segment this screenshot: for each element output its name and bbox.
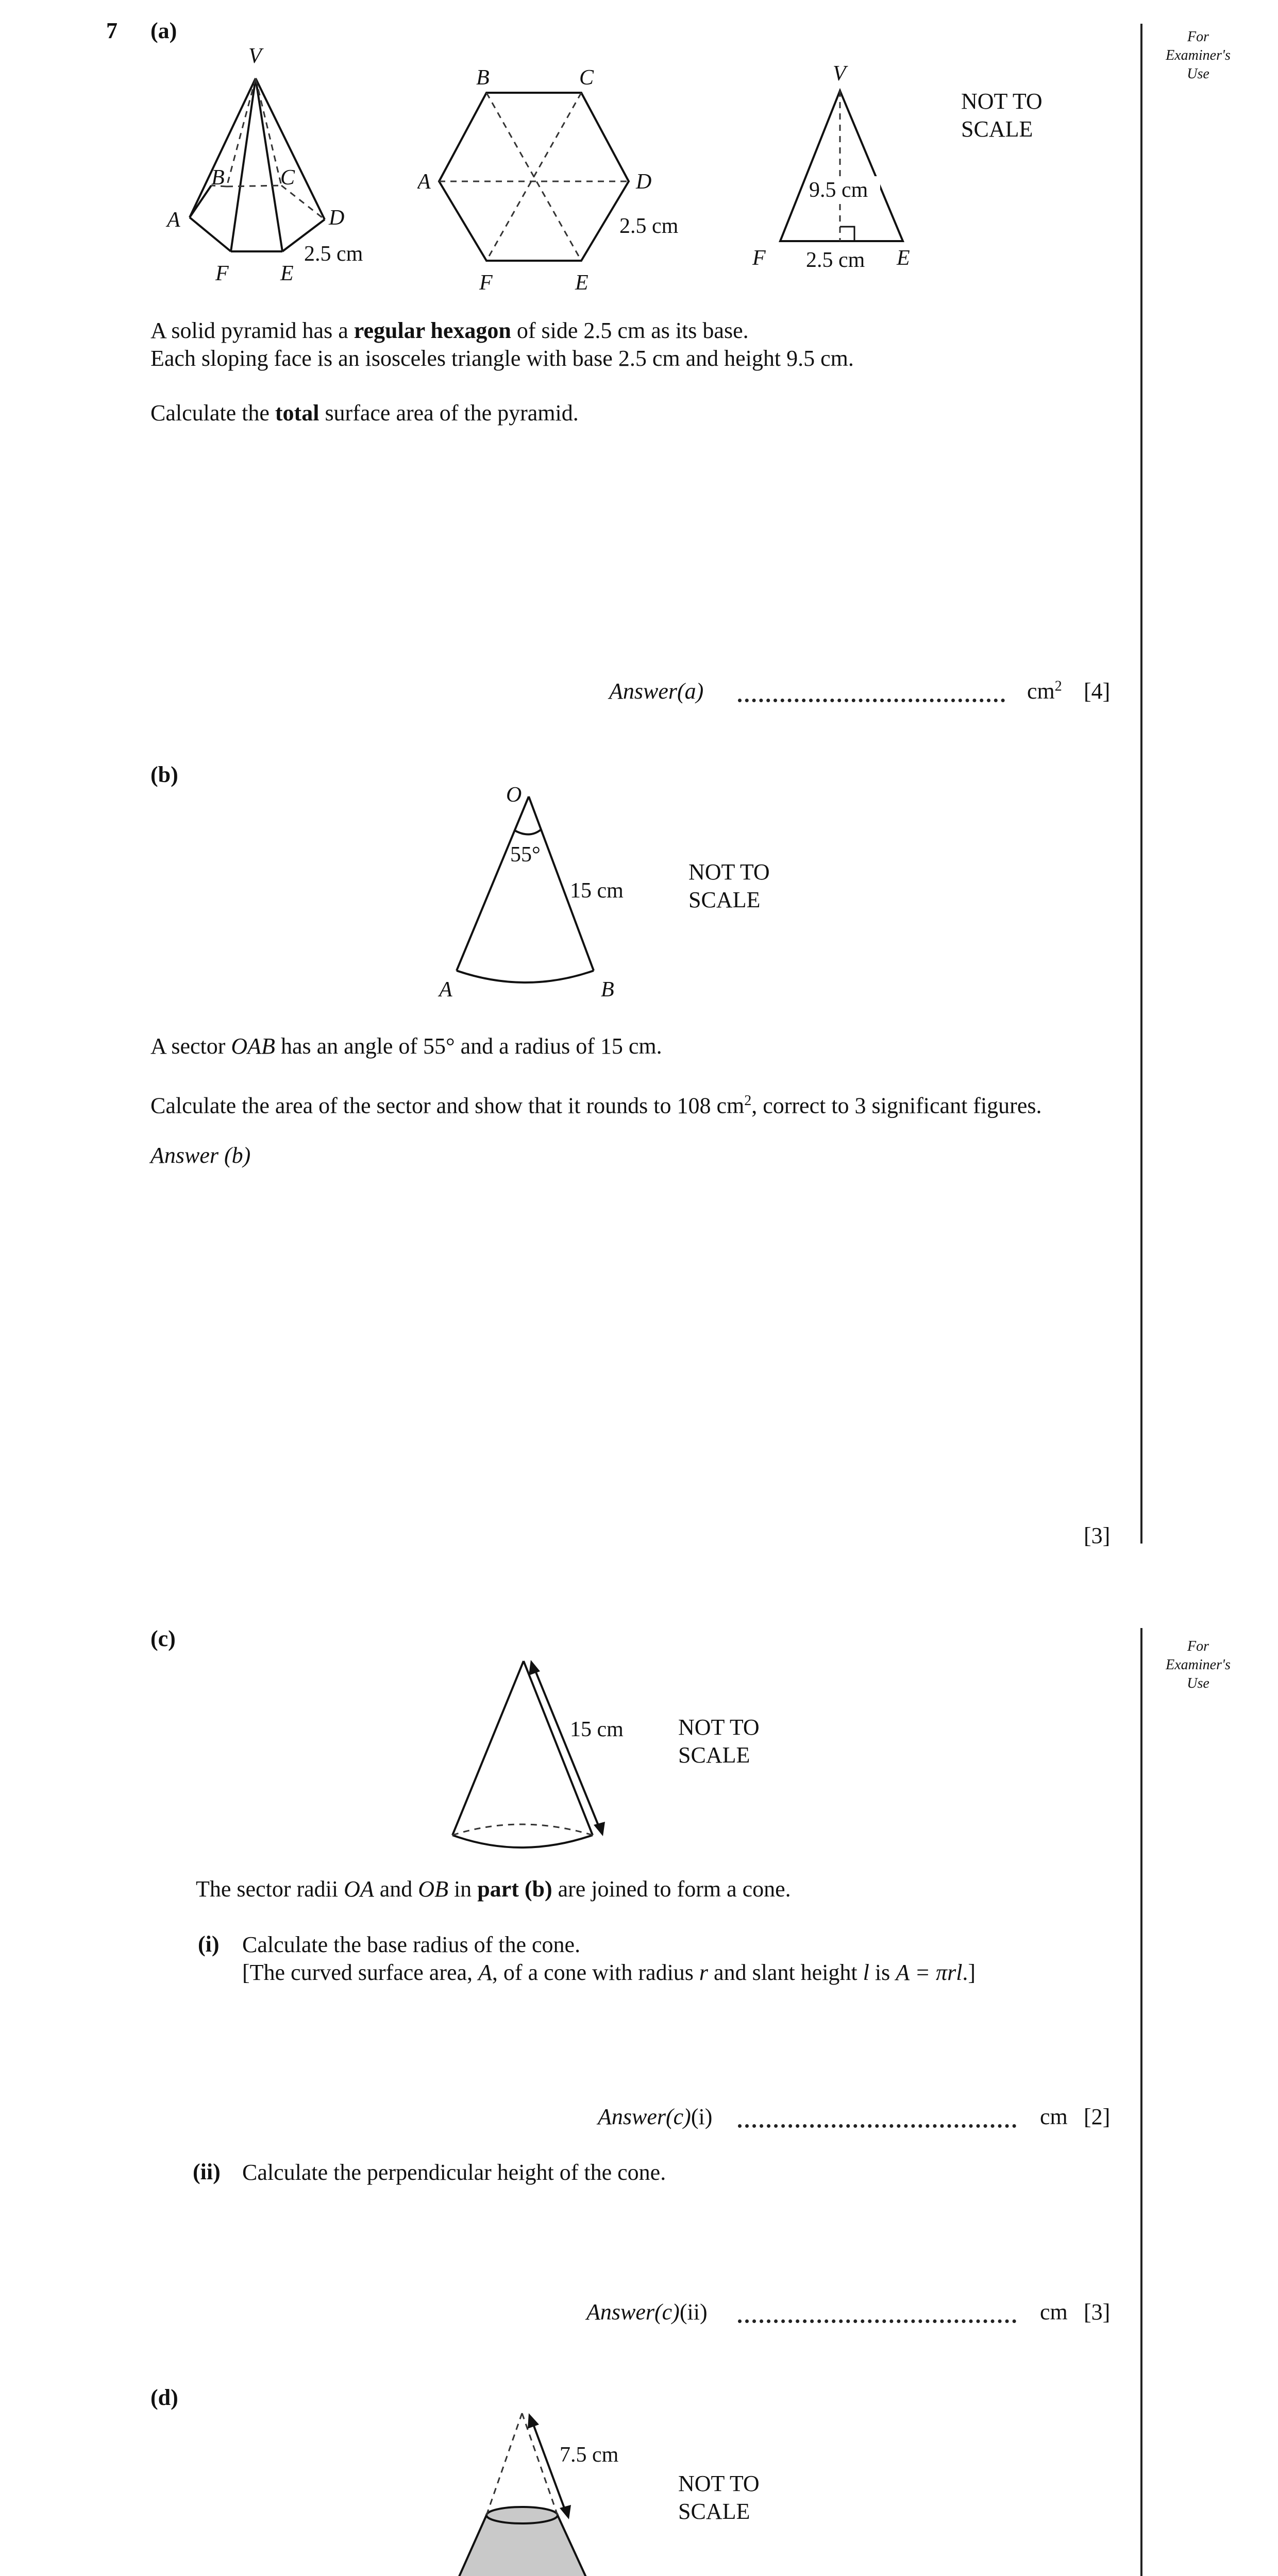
question-number: 7 — [106, 18, 117, 43]
part-b-line1: A sector OAB has an angle of 55° and a radius of 15 cm. — [150, 1033, 662, 1059]
part-c-ii-marks: [3] — [1084, 2299, 1111, 2325]
hexagonal-pyramid-figure — [155, 36, 392, 299]
part-c-intro: The sector radii OA and OB in part (b) are joined to form a cone. — [196, 1876, 791, 1902]
part-c-ii-line1: Calculate the perpendicular height of the cone. — [242, 2160, 666, 2185]
sector-label-a: A — [439, 978, 452, 1002]
part-b-line2: Calculate the area of the sector and show that it rounds to 108 $cm^2$, correct to 3 significant figures. — [150, 1093, 1042, 1118]
triangle-height: 9.5 cm — [809, 178, 868, 202]
examiner-margin-rule-2 — [1140, 1628, 1142, 2576]
part-c-i-line1: Calculate the base radius of the cone. — [242, 1932, 581, 1957]
triangle-label-v: V — [833, 62, 846, 86]
not-to-scale-c: NOT TO SCALE — [678, 1715, 760, 1768]
hexagon-label-a: A — [417, 170, 431, 194]
sector-label-b: B — [601, 978, 614, 1002]
hexagon-label-e: E — [575, 271, 588, 294]
part-c-i-label: (i) — [198, 1931, 220, 1957]
not-to-scale-d: NOT TO SCALE — [678, 2471, 760, 2524]
pyramid-label-e: E — [280, 262, 294, 285]
triangle-face-figure — [747, 57, 943, 283]
part-a-line2: Each sloping face is an isosceles triangle with base 2.5 cm and height 9.5 cm. — [150, 346, 854, 371]
cone-figure — [443, 1649, 649, 1855]
answer-b-workspace[interactable] — [150, 1175, 1119, 1494]
pyramid-label-d: D — [329, 206, 345, 230]
answer-a-unit: $cm^2$ — [1027, 678, 1062, 704]
pyramid-label-a: A — [167, 208, 180, 232]
frustum-figure — [443, 2401, 649, 2576]
pyramid-side-length: 2.5 cm — [304, 242, 363, 266]
part-b-label: (b) — [150, 762, 178, 787]
part-a-label: (a) — [150, 18, 177, 43]
part-c-label: (c) — [150, 1626, 176, 1651]
pyramid-label-f: F — [215, 262, 229, 285]
answer-c-i-unit: cm — [1040, 2104, 1068, 2129]
answer-c-ii-field[interactable] — [738, 2319, 1016, 2323]
frustum-slant-length: 7.5 cm — [560, 2443, 619, 2467]
answer-c-i-label: Answer(c)(i) — [598, 2104, 713, 2129]
not-to-scale-a: NOT TO SCALE — [961, 89, 1042, 142]
pyramid-label-v: V — [248, 44, 262, 68]
triangle-label-f: F — [752, 246, 766, 270]
answer-c-ii-unit: cm — [1040, 2299, 1068, 2325]
triangle-label-e: E — [897, 246, 910, 270]
answer-c-i-field[interactable] — [738, 2124, 1016, 2128]
sector-angle: 55° — [510, 843, 541, 867]
hexagon-label-b: B — [476, 67, 490, 90]
examiner-use-label: For Examiner's Use — [1166, 29, 1231, 82]
part-a-marks: [4] — [1084, 679, 1111, 704]
hexagon-side-length: 2.5 cm — [619, 214, 679, 238]
part-c-ii-label: (ii) — [193, 2159, 221, 2184]
sector-radius: 15 cm — [570, 879, 624, 903]
hexagon-label-c: C — [579, 67, 594, 90]
examiner-margin-rule — [1140, 24, 1142, 1544]
cone-slant-length: 15 cm — [570, 1718, 624, 1741]
answer-a-field[interactable] — [738, 699, 1005, 702]
answer-a-label: Answer(a) — [609, 679, 704, 704]
sector-figure — [433, 783, 660, 1005]
hexagon-label-d: D — [636, 170, 652, 194]
part-b-marks: [3] — [1084, 1523, 1111, 1548]
pyramid-label-c: C — [280, 166, 295, 190]
part-a-line1: A solid pyramid has a regular hexagon of side 2.5 cm as its base. — [150, 318, 749, 343]
pyramid-label-b: B — [211, 166, 225, 190]
answer-b-label: Answer (b) — [150, 1143, 251, 1168]
answer-c-ii-label: Answer(c)(ii) — [586, 2299, 708, 2325]
sector-label-o: O — [506, 783, 522, 807]
not-to-scale-b: NOT TO SCALE — [688, 859, 770, 912]
examiner-use-label-2: For Examiner's Use — [1166, 1638, 1231, 1691]
hexagon-label-f: F — [479, 271, 493, 294]
part-a-line3: Calculate the total surface area of the pyramid. — [150, 400, 579, 426]
hexagon-base-figure — [417, 67, 706, 294]
part-c-i-marks: [2] — [1084, 2104, 1111, 2129]
part-d-label: (d) — [150, 2385, 178, 2410]
triangle-base: 2.5 cm — [806, 248, 865, 272]
part-c-i-formula: [The curved surface area, A, of a cone with radius r and slant height l is A = πrl.] — [242, 1960, 976, 1985]
